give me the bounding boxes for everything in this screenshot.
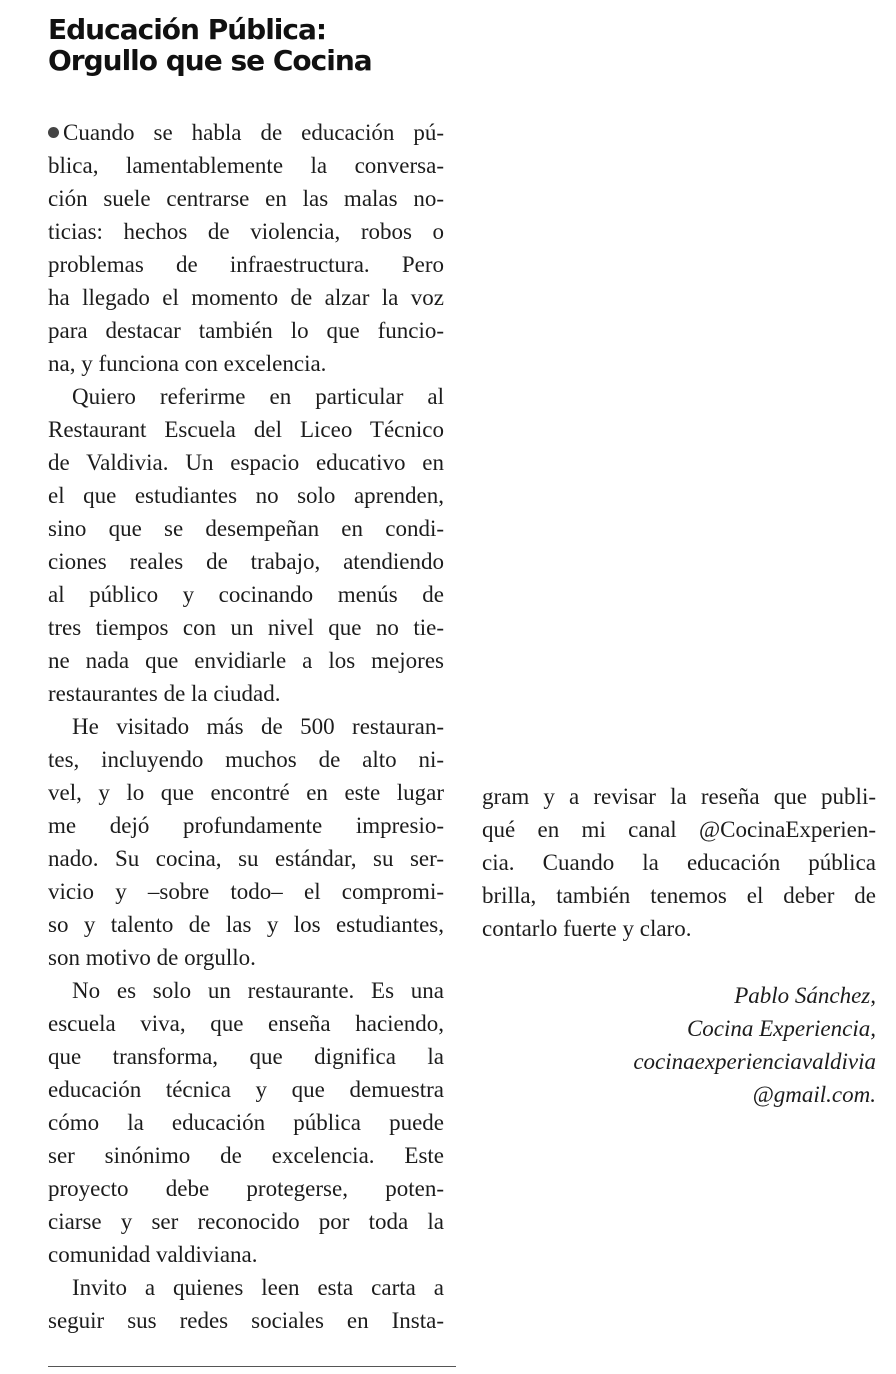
signature-line: @gmail.com. [752,1082,876,1107]
body-line: ciones reales de trabajo, atendiendo [48,549,444,574]
body-line-text: Cuando se habla de educación pú- [63,120,444,145]
body-line: de Valdivia. Un espacio educativo en [48,450,444,475]
signature-line: cocinaexperienciavaldivia [633,1049,876,1074]
body-column-1 [48,116,444,1337]
body-line: na, y funciona con excelencia. [48,351,327,376]
body-line: comunidad valdiviana. [48,1242,258,1267]
body-line: Restaurant Escuela del Liceo Técnico [48,417,444,442]
body-line: sino que se desempeñan en condi- [48,516,444,541]
body-line: me dejó profundamente impresio- [48,813,444,838]
signature-line: Pablo Sánchez, [734,983,876,1008]
body-line: ha llegado el momento de alzar la voz [48,285,444,310]
body-line: blica, lamentablemente la conversa- [48,153,444,178]
body-line: Invito a quienes leen esta carta a [72,1275,444,1300]
bullet-icon [48,127,59,138]
body-line: He visitado más de 500 restauran- [72,714,444,739]
body-line: brilla, también tenemos el deber de [482,883,876,908]
signature-line: Cocina Experiencia, [686,1016,876,1041]
body-line: ne nada que envidiarle a los mejores [48,648,444,673]
body-line: vel, y lo que encontré en este lugar [48,780,444,805]
author-signature [496,979,876,1111]
body-line: proyecto debe protegerse, poten- [48,1176,444,1201]
body-line: Quiero referirme en particular al [72,384,444,409]
body-line: tres tiempos con un nivel que no tie- [48,615,444,640]
body-column-2 [482,780,876,945]
article-title [48,14,468,76]
body-line: problemas de infraestructura. Pero [48,252,444,277]
body-line: tes, incluyendo muchos de alto ni- [48,747,444,772]
title-line: Orgullo que se Cocina [48,44,372,77]
body-line: son motivo de orgullo. [48,945,256,970]
body-line: ticias: hechos de violencia, robos o [48,219,444,244]
body-line: seguir sus redes sociales en Insta- [48,1308,444,1333]
body-line: ciarse y ser reconocido por toda la [48,1209,444,1234]
body-line: vicio y –sobre todo– el compromi- [48,879,444,904]
body-line: al público y cocinando menús de [48,582,444,607]
body-line: gram y a revisar la reseña que publi- [482,784,876,809]
body-line: ción suele centrarse en las malas no- [48,186,444,211]
body-line: qué en mi canal @CocinaExperien- [482,817,876,842]
bottom-divider [48,1366,456,1367]
body-line: ser sinónimo de excelencia. Este [48,1143,444,1168]
body-line: contarlo fuerte y claro. [482,916,692,941]
body-line: cómo la educación pública puede [48,1110,444,1135]
body-line: escuela viva, que enseña haciendo, [48,1011,444,1036]
title-line: Educación Pública: [48,13,327,46]
body-line: nado. Su cocina, su estándar, su ser- [48,846,444,871]
body-line [48,116,444,149]
body-line: so y talento de las y los estudiantes, [48,912,444,937]
body-line: el que estudiantes no solo aprenden, [48,483,444,508]
body-line: para destacar también lo que funcio- [48,318,444,343]
body-line: educación técnica y que demuestra [48,1077,444,1102]
body-line: que transforma, que dignifica la [48,1044,444,1069]
body-line: restaurantes de la ciudad. [48,681,281,706]
body-line: No es solo un restaurante. Es una [72,978,444,1003]
body-line: cia. Cuando la educación pública [482,850,876,875]
